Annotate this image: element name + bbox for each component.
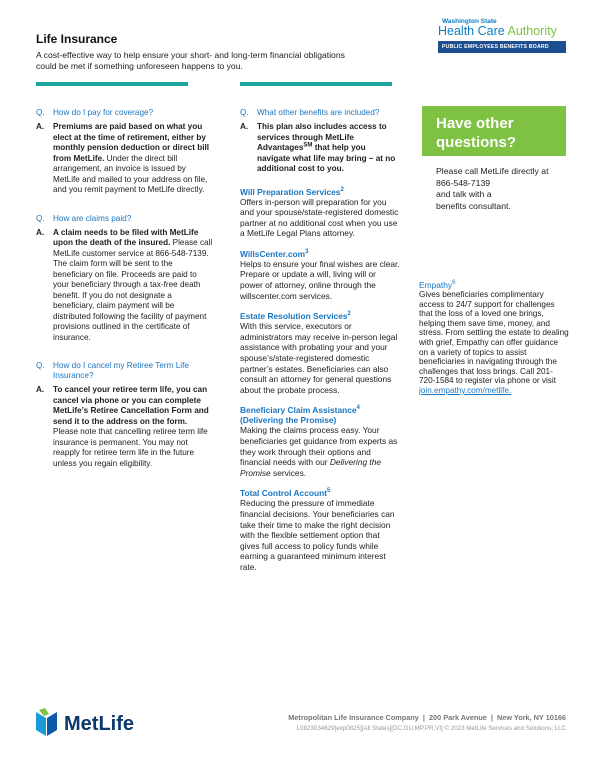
divider-left — [36, 82, 188, 86]
a-label: A. — [240, 122, 249, 131]
a-label: A. — [36, 227, 45, 237]
empathy-heading: Empathy — [419, 280, 453, 290]
answer-2 — [36, 228, 214, 344]
hca-logo — [438, 18, 566, 53]
q-label: Q. — [36, 361, 45, 370]
footer-code: L0823034629[exp0825][All States][DC,GU,MP,PR,VI] © 2023 MetLife Services and Solutions, LLC — [296, 725, 566, 732]
footnote-ref: 4 — [356, 405, 360, 412]
callout-line: Please call MetLife directly at — [436, 166, 549, 176]
callout-body — [422, 156, 566, 227]
section-heading: Beneficiary Claim Assistance — [240, 405, 357, 416]
section-total-control — [240, 488, 400, 572]
section-body: With this service, executors or administrators may receive in-person legal assistance with probating your and your spouse’s/state-registered domestic partner’s estates. Beneficiaries can also consult an attorney for general questions about the probate process. — [240, 321, 398, 395]
answer-rest: Please call MetLife customer service at 866-548-7139. The claim form will be sent to the beneficiary on file. Proceeds are paid to your beneficiary through a tax-free death benefit. If you do not designate a beneficiary, claim payment will be distributed following the facility of payment provisions outlined in the certificate of insurance. — [53, 238, 213, 342]
hca-logo-name-b: Authority — [507, 24, 557, 38]
section-body-start: Making the claims process easy. Your beneficiaries get guidance from experts as they work through their options and financial needs with our — [240, 425, 398, 468]
footer-company: Metropolitan Life Insurance Company — [288, 713, 419, 722]
question-text: How do I cancel my Retiree Term Life Insurance? — [53, 361, 189, 380]
footnote-ref: 2 — [340, 186, 344, 193]
metlife-logo-icon — [36, 708, 186, 738]
callout-heading-1: Have other — [436, 115, 514, 132]
footnote-ref: 3 — [305, 249, 309, 256]
answer-3 — [36, 385, 214, 469]
answer-bold: To cancel your retiree term life, you can cancel via phone or you can complete MetLife’s Retiree Cancellation Form and send it to the address on the form. — [53, 385, 209, 426]
question-2 — [36, 214, 214, 224]
intro-text: A cost-effective way to help ensure your short- and long-term financial obligations could be met if something unforeseen happens to you. — [36, 50, 345, 71]
answer-bold: This plan also includes access to services through MetLife Advantages — [257, 122, 387, 152]
footnote-ref: 5 — [327, 488, 331, 495]
callout-line: and talk with a — [436, 189, 492, 199]
section-heading: Will Preparation Services — [240, 186, 341, 197]
section-heading: WillsCenter.com — [240, 248, 306, 259]
question-1 — [36, 108, 214, 118]
section-estate — [240, 311, 400, 395]
page-title: Life Insurance — [36, 32, 118, 46]
answer-rest: Under the direct bill arrangement, an invoice is issued by MetLife and mailed to your address on file, and you remit payment to MetLife directly. — [53, 153, 208, 194]
q-label: Q. — [240, 108, 249, 117]
footnote-ref: 6 — [452, 280, 456, 287]
empathy-link[interactable]: join.empathy.com/metlife. — [419, 385, 512, 395]
question-3 — [36, 361, 214, 381]
hca-logo-name — [438, 25, 566, 38]
answer-bold: A claim needs to be filed with MetLife upon the death of the insured. — [53, 227, 199, 247]
question-text: How are claims paid? — [53, 213, 132, 223]
questions-callout — [422, 106, 566, 227]
callout-heading — [436, 114, 516, 152]
service-mark: SM — [303, 142, 313, 149]
footer-city: New York, NY 10166 — [497, 713, 566, 722]
question-text: What other benefits are included? — [257, 108, 380, 117]
section-willscenter — [240, 249, 400, 301]
divider-middle — [240, 82, 392, 86]
answer-1 — [36, 122, 214, 196]
empathy-section — [419, 280, 569, 396]
section-heading: Estate Resolution Services — [240, 311, 348, 322]
hca-logo-state: Washington State — [442, 18, 497, 25]
left-column — [36, 108, 214, 469]
hca-logo-bar: PUBLIC EMPLOYEES BENEFITS BOARD — [438, 41, 566, 53]
metlife-logo — [36, 708, 186, 743]
section-body-end: services. — [270, 467, 307, 478]
section-body-italic: Delivering the Promise — [240, 457, 382, 478]
hca-logo-name-a: Health Care — [438, 24, 508, 38]
callout-heading-2: questions? — [436, 134, 517, 151]
footnote-ref: 2 — [347, 311, 351, 318]
footer-address: 200 Park Avenue — [429, 713, 487, 722]
section-body — [240, 425, 400, 478]
answer-benefits — [240, 122, 400, 175]
question-benefits — [240, 108, 400, 118]
section-claim-assistance — [240, 405, 400, 478]
section-will-prep — [240, 187, 400, 239]
answer-bold-end: that help you navigate what life may bring – at no additional cost to you. — [257, 143, 396, 173]
a-label: A. — [36, 385, 45, 394]
metlife-wordmark: MetLife — [64, 713, 134, 735]
empathy-body: Gives beneficiaries complimentary access to 24/7 support for challenges that the loss of a loved one brings, helping them save time, money, and stress. From settling the estate to dealing with grief, Empathy can offer guidance on a variety of topics to assist beneficiaries in navigating through the challenges that loss brings. Call 201-720-1584 to register via phone or visit — [419, 290, 569, 386]
callout-phone: 866-548-7139 — [436, 177, 491, 188]
question-text: How do I pay for coverage? — [53, 108, 154, 117]
section-subheading: (Delivering the Promise) — [240, 415, 337, 426]
a-label: A. — [36, 122, 45, 131]
q-label: Q. — [36, 108, 45, 117]
footer-info: Metropolitan Life Insurance Company | 200 Park Avenue | New York, NY 10166 L0823034629[exp0825][All States][DC,GU,MP,PR,VI] © 2023 MetLife Services and Solutions, LLC — [250, 713, 566, 732]
section-body: Offers in-person will preparation for you and your spouse/state-registered domestic partner at no additional cost when you use a MetLife Legal Plans attorney. — [240, 196, 399, 239]
section-body: Reducing the pressure of immediate financial decisions. Your beneficiaries can take their time to make the right decision with the flexible settlement option that gives full access to policy funds while earning a guaranteed minimum interest rate. — [240, 498, 395, 572]
answer-rest: Please note that cancelling retiree term life insurance is permanent. You may not reapply for retiree term life in the future unless you regain eligibility. — [53, 427, 208, 468]
callout-line: benefits consultant. — [436, 200, 511, 211]
section-body: Helps to ensure your final wishes are clear. Prepare or update a will, living will or power of attorney, online through the willscenter.com services. — [240, 258, 400, 301]
q-label: Q. — [36, 213, 45, 223]
middle-column — [240, 108, 400, 573]
section-heading: Total Control Account — [240, 488, 327, 499]
answer-bold: Premiums are paid based on what you elect at the time of retirement, either by monthly pension deduction or direct bill from MetLife. — [53, 122, 210, 163]
